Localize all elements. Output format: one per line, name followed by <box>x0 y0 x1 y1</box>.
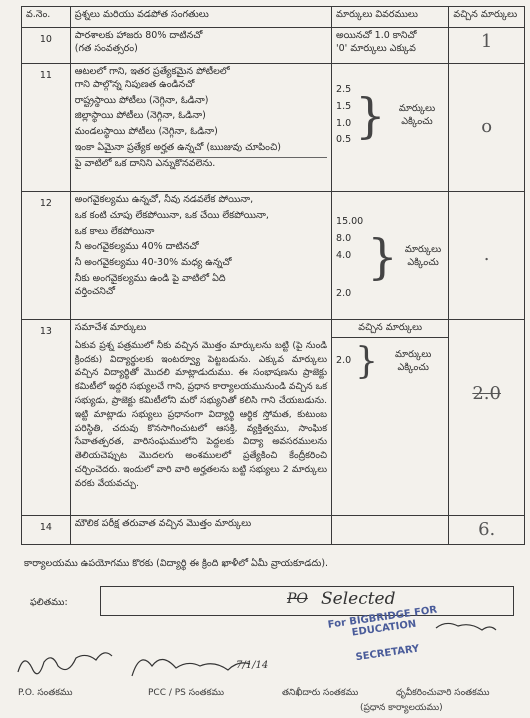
question-line: గాని పాల్గొన్న నిపుణత ఉండినచో <box>74 78 195 90</box>
question-line: మౌలిక పరీక్ష తరువాత వచ్చిన మొత్తం మార్కులు <box>74 518 252 529</box>
table-row-10 <box>22 28 525 64</box>
table-header-row <box>22 7 525 28</box>
obtained-mark: 2.0 <box>472 383 501 404</box>
brace-icon: } <box>355 87 386 144</box>
signature-verifier-sub: (ప్రధాన కార్యాలయము) <box>360 703 443 713</box>
signature-date: 7/1/14 <box>236 660 269 671</box>
header-serial-no: వ.నెం. <box>22 7 71 28</box>
row-number: 10 <box>22 28 71 64</box>
marks-value: 8.0 <box>336 232 352 244</box>
evaluation-table <box>21 6 525 545</box>
question-line: ఇంకా ఏమైనా ప్రత్యేక అర్హత ఉన్నచో (ఋజువు చూపించి) <box>74 142 281 154</box>
stamp-line1: For BIGBRIDGE FOR EDUCATION <box>327 604 438 639</box>
question-line: అంగవైకల్యము ఉన్నచో, నీవు నడవలేక పోయినా, <box>74 194 254 205</box>
signature-pcc: PCC / PS సంతకము <box>148 688 224 698</box>
stamp-line2: SECRETARY <box>355 643 421 664</box>
row-marks <box>332 64 449 192</box>
marks-value: 2.0 <box>336 288 352 300</box>
obtained-mark: 1 <box>480 31 493 52</box>
question-line: (గత సంవత్సరం) <box>74 42 138 54</box>
question-line: నీకు అంగవైకల్యము ఉండి పై వాటిలో ఏది <box>74 273 226 285</box>
row-number: 13 <box>22 320 71 516</box>
table-row-12 <box>22 192 525 320</box>
question-line: వర్తించనిచో <box>74 285 115 297</box>
row-marks <box>332 320 449 516</box>
question-line: నీ అంగవైకల్యము 40% దాటినచో <box>74 241 199 253</box>
question-line: ఒక కంటి చూపు లేకపోయినా, ఒక చేయి లేకపోయినా, <box>74 209 269 221</box>
signature-scribble <box>18 653 112 674</box>
header-marks-details: మార్కులు వివరములు <box>332 7 449 28</box>
question-line: నీ అంగవైకల్యము 40-30% మధ్య ఉన్నచో <box>74 257 232 269</box>
question-line: జిల్లాస్థాయి పోటీలు (నెగ్గినా, ఓడినా) <box>74 110 206 122</box>
row-obtained <box>449 28 525 64</box>
table-row-11 <box>22 64 525 192</box>
row-number: 11 <box>22 64 71 192</box>
row-question <box>70 516 331 545</box>
signature-inspector: తనిఖీదారు సంతకము <box>282 688 359 698</box>
row-number: 14 <box>22 516 71 545</box>
row-question <box>70 28 331 64</box>
row-obtained <box>449 192 525 320</box>
result-label: ఫలితము: <box>30 597 68 608</box>
row-question <box>70 192 331 320</box>
brace-icon: } <box>367 228 398 285</box>
row-obtained <box>449 516 525 545</box>
marks-value: 2.0 <box>336 355 352 367</box>
obtained-mark: 6. <box>478 519 496 540</box>
result-handwriting: Selected <box>321 589 396 609</box>
table-row-13 <box>22 320 525 516</box>
marks-value: 2.5 <box>336 84 352 95</box>
row-obtained <box>449 320 525 516</box>
marks-instruction: మార్కులు ఎక్కించు <box>398 102 436 127</box>
header-questions: ప్రశ్నలు మరియు వడపోత సంగతులు <box>70 7 331 28</box>
signature-verifier: ధృవీకరించువారి సంతకము <box>396 688 490 698</box>
brace-icon: } <box>355 340 379 382</box>
question-line: పారశాలకు హాజరు 80% దాటినచో <box>74 30 203 41</box>
marks-value: 0.5 <box>336 134 352 146</box>
row-marks <box>332 516 449 545</box>
question-line: ఒక కాలు లేకపోయినా <box>74 225 155 237</box>
marks-instruction: మార్కులు ఎక్కించు <box>395 349 432 373</box>
row-question <box>70 64 331 192</box>
table-row-14 <box>22 516 525 545</box>
interview-paragraph: ఏకువ ప్రశ్న పత్రములో నీకు వచ్చిన మొత్తం మార్కులను బట్టి (పై నుండి క్రిందకు) విద్యార్థులకు ఇంటర్వ్యూ పెట్టబడును. ఎక్కువ మార్కులు వచ్చిన విద్యార్థితో మొదలి మాట్లాడుదుము. ఈ సంభాషణను ప్రాజెక్టు కమిటీలో ఇద్దరి సభ్యులచే గాని, ప్రధాన కార్యాలయమునుండి వచ్చిన ఒక సభ్యుడు, ప్రాజెక్టు కమిటీలోని మరో సభ్యునితో కలిసి గాని చేయబడును. ఇట్టి మాట్లాడు సభ్యులు ప్రధానంగా విద్యార్థి ఆర్థిక స్తోమత, కుటుంబ పరిస్థితి, చదువు కొనసాగించుటలో ఆసక్తి, వ్యక్తిత్వము, సాంఘిక సేవాతత్పరత, వారిసంఘములోని పెద్దలకు విద్యా అవసరములను తెలియచెప్పుట మొదలగు అంశములలో ప్రత్యేకించి కేంద్రీకరించి చర్చించెదరు. ఇందులో వారి వారి అర్హతలను బట్టి సభ్యులు 2 మార్కులు వరకు వేయవచ్చు. <box>74 339 328 489</box>
marks-instruction: మార్కులు ఎక్కించు <box>404 243 442 268</box>
marks-value: 1.0 <box>336 117 352 129</box>
row-marks <box>332 192 449 320</box>
question-line: మండలస్థాయి పోటీలు (నెగ్గినా, ఓడినా) <box>74 126 218 138</box>
result-struck-text: PO <box>287 591 308 607</box>
row-marks <box>332 28 449 64</box>
signature-scribble <box>132 659 250 676</box>
obtained-mark: . <box>483 244 490 266</box>
row-question <box>70 320 331 516</box>
question-line: పై వాటిలో ఒక దానిని ఎన్నుకొనవలెను. <box>75 157 327 171</box>
office-use-note: కార్యాలయము ఉపయోగము కొరకు (విద్యార్థి ఈ క్రింది ఖాళీలో ఏమీ వ్రాయకూడదు). <box>24 558 329 569</box>
question-line: ఆటలలో గాని, ఇతర ప్రత్యేకమైన పోటీలలో <box>74 66 230 77</box>
row-number: 12 <box>22 192 71 320</box>
marks-value: 1.5 <box>336 100 352 112</box>
marks-line: '0' మార్కులు ఎక్కువ <box>336 42 416 54</box>
marks-value: 15.00 <box>336 216 364 227</box>
header-obtained-marks: వచ్చిన మార్కులు <box>449 7 525 28</box>
question-line: రాష్ట్రస్థాయి పోటీలు (నెగ్గినా, ఓడినా) <box>74 94 209 106</box>
marks-value: 4.0 <box>336 249 352 261</box>
obtained-mark: o <box>481 116 493 138</box>
obtained-marks-subheader: వచ్చిన మార్కులు <box>332 320 448 338</box>
marks-line: అయినచో 1.0 కానిచో <box>336 30 417 41</box>
section-title: సమాచేశ మార్కులు <box>74 322 147 333</box>
signature-po: P.O. సంతకము <box>18 688 73 698</box>
row-obtained <box>449 64 525 192</box>
